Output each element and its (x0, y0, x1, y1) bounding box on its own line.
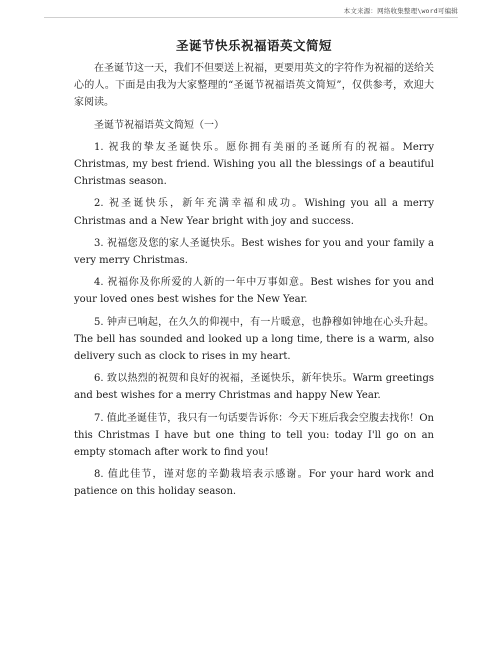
list-item: 4. 祝福你及你所爱的人新的一年中万事如意。Best wishes for you and your loved ones best wishes for the New Year. (74, 277, 434, 306)
list-item: 7. 值此圣诞佳节，我只有一句话要告诉你：今天下班后我会空腹去找你！On this Christmas I have but one thing to tell you: today I'll go on an empty stomach after work to find you! (74, 412, 434, 459)
list-item: 8. 值此佳节，谨对您的辛勤栽培表示感谢。For your hard work and patience on this holiday season. (74, 469, 434, 498)
list-item: 5. 钟声已响起，在久久的仰视中，有一片暖意，也静穆如钟地在心头升起。The bell has sounded and looked up a long time, there is a warm, also delivery such as clock to rises in my heart. (74, 316, 434, 363)
list-item: 2. 祝圣诞快乐，新年充满幸福和成功。Wishing you all a merry Christmas and a New Year bright with joy and success. (74, 198, 434, 227)
list-item: 1. 祝我的挚友圣诞快乐。愿你拥有美丽的圣诞所有的祝福。Merry Christmas, my best friend. Wishing you all the blessings of a beautiful Christmas season. (74, 141, 434, 188)
intro-paragraph: 在圣诞节这一天，我们不但要送上祝福，更要用英文的字符作为祝福的送给关心的人。下面是由我为大家整理的“圣诞节祝福语英文简短”，仅供参考，欢迎大家阅读。 (74, 63, 434, 109)
list-item: 3. 祝福您及您的家人圣诞快乐。Best wishes for you and your family a very merry Christmas. (74, 237, 434, 267)
section-heading: 圣诞节祝福语英文简短（一） (94, 119, 224, 131)
list-item: 6. 致以热烈的祝贺和良好的祝福，圣诞快乐，新年快乐。Warm greetings and best wishes for a merry Christmas and happy New Year. (74, 373, 434, 402)
source-note: 本文来源：网络收集整理\word可编辑 (343, 7, 458, 15)
document-title: 圣诞节快乐祝福语英文简短 (175, 38, 332, 53)
document-body (74, 36, 434, 506)
header-divider (44, 17, 458, 18)
